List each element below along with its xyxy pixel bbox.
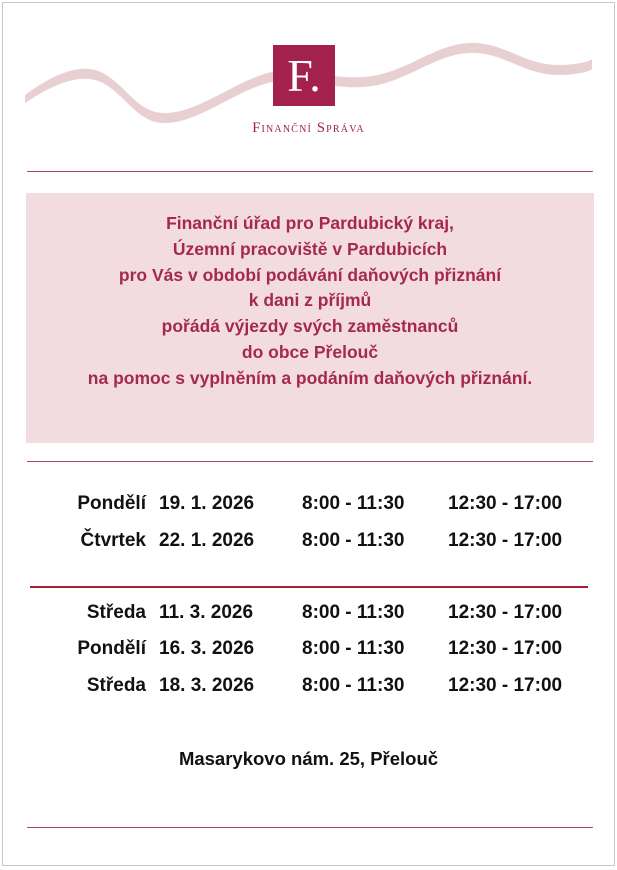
schedule-day: Středa bbox=[86, 602, 146, 623]
schedule-row bbox=[3, 638, 616, 664]
schedule-morning-hours: 8:00 - 11:30 bbox=[302, 602, 405, 623]
notice-line-1: Finanční úřad pro Pardubický kraj, bbox=[166, 213, 454, 233]
divider-bottom bbox=[27, 827, 593, 828]
divider-top bbox=[27, 171, 593, 172]
schedule-afternoon-hours: 12:30 - 17:00 bbox=[448, 638, 563, 659]
schedule-afternoon-hours: 12:30 - 17:00 bbox=[448, 602, 563, 623]
schedule-date: 16. 3. 2026 bbox=[159, 638, 255, 659]
schedule-morning-hours: 8:00 - 11:30 bbox=[302, 493, 405, 514]
schedule-row bbox=[3, 675, 616, 701]
logo-mark: F. bbox=[273, 45, 335, 106]
divider-schedule-top bbox=[27, 461, 593, 462]
notice-line-4: k dani z příjmů bbox=[248, 290, 372, 311]
schedule-afternoon-hours: 12:30 - 17:00 bbox=[448, 493, 563, 514]
notice-line-6: do obce Přelouč bbox=[241, 341, 379, 362]
schedule-date: 22. 1. 2026 bbox=[159, 530, 255, 551]
notice-line-7: na pomoc s vyplněním a podáním daňových přiznání. bbox=[87, 367, 533, 388]
notice-box bbox=[26, 193, 594, 443]
schedule-afternoon-hours: 12:30 - 17:00 bbox=[448, 675, 563, 696]
schedule-date: 18. 3. 2026 bbox=[159, 675, 255, 696]
schedule-date: 19. 1. 2026 bbox=[159, 493, 255, 514]
schedule-row bbox=[3, 530, 616, 556]
schedule-morning-hours: 8:00 - 11:30 bbox=[302, 675, 405, 696]
schedule-day: Pondělí bbox=[77, 493, 146, 514]
schedule-date: 11. 3. 2026 bbox=[159, 602, 254, 623]
schedule-morning-hours: 8:00 - 11:30 bbox=[302, 530, 405, 551]
divider-schedule-groups bbox=[30, 586, 588, 588]
schedule-day: Pondělí bbox=[77, 638, 146, 659]
notice-line-2: Územní pracoviště v Pardubicích bbox=[172, 238, 448, 259]
schedule-morning-hours: 8:00 - 11:30 bbox=[302, 638, 405, 659]
schedule-row bbox=[3, 602, 616, 628]
notice-line-5: pořádá výjezdy svých zaměstnanců bbox=[161, 316, 459, 337]
schedule-day: Čtvrtek bbox=[80, 530, 146, 551]
schedule-afternoon-hours: 12:30 - 17:00 bbox=[448, 530, 563, 551]
notice-line-3: pro Vás v období podávání daňových přiznání bbox=[118, 264, 502, 285]
schedule-row bbox=[3, 493, 616, 519]
brand-name: Finanční Správa bbox=[252, 120, 365, 136]
address: Masarykovo nám. 25, Přelouč bbox=[178, 748, 439, 769]
schedule-day: Středa bbox=[86, 675, 146, 696]
flyer-page bbox=[2, 2, 615, 866]
